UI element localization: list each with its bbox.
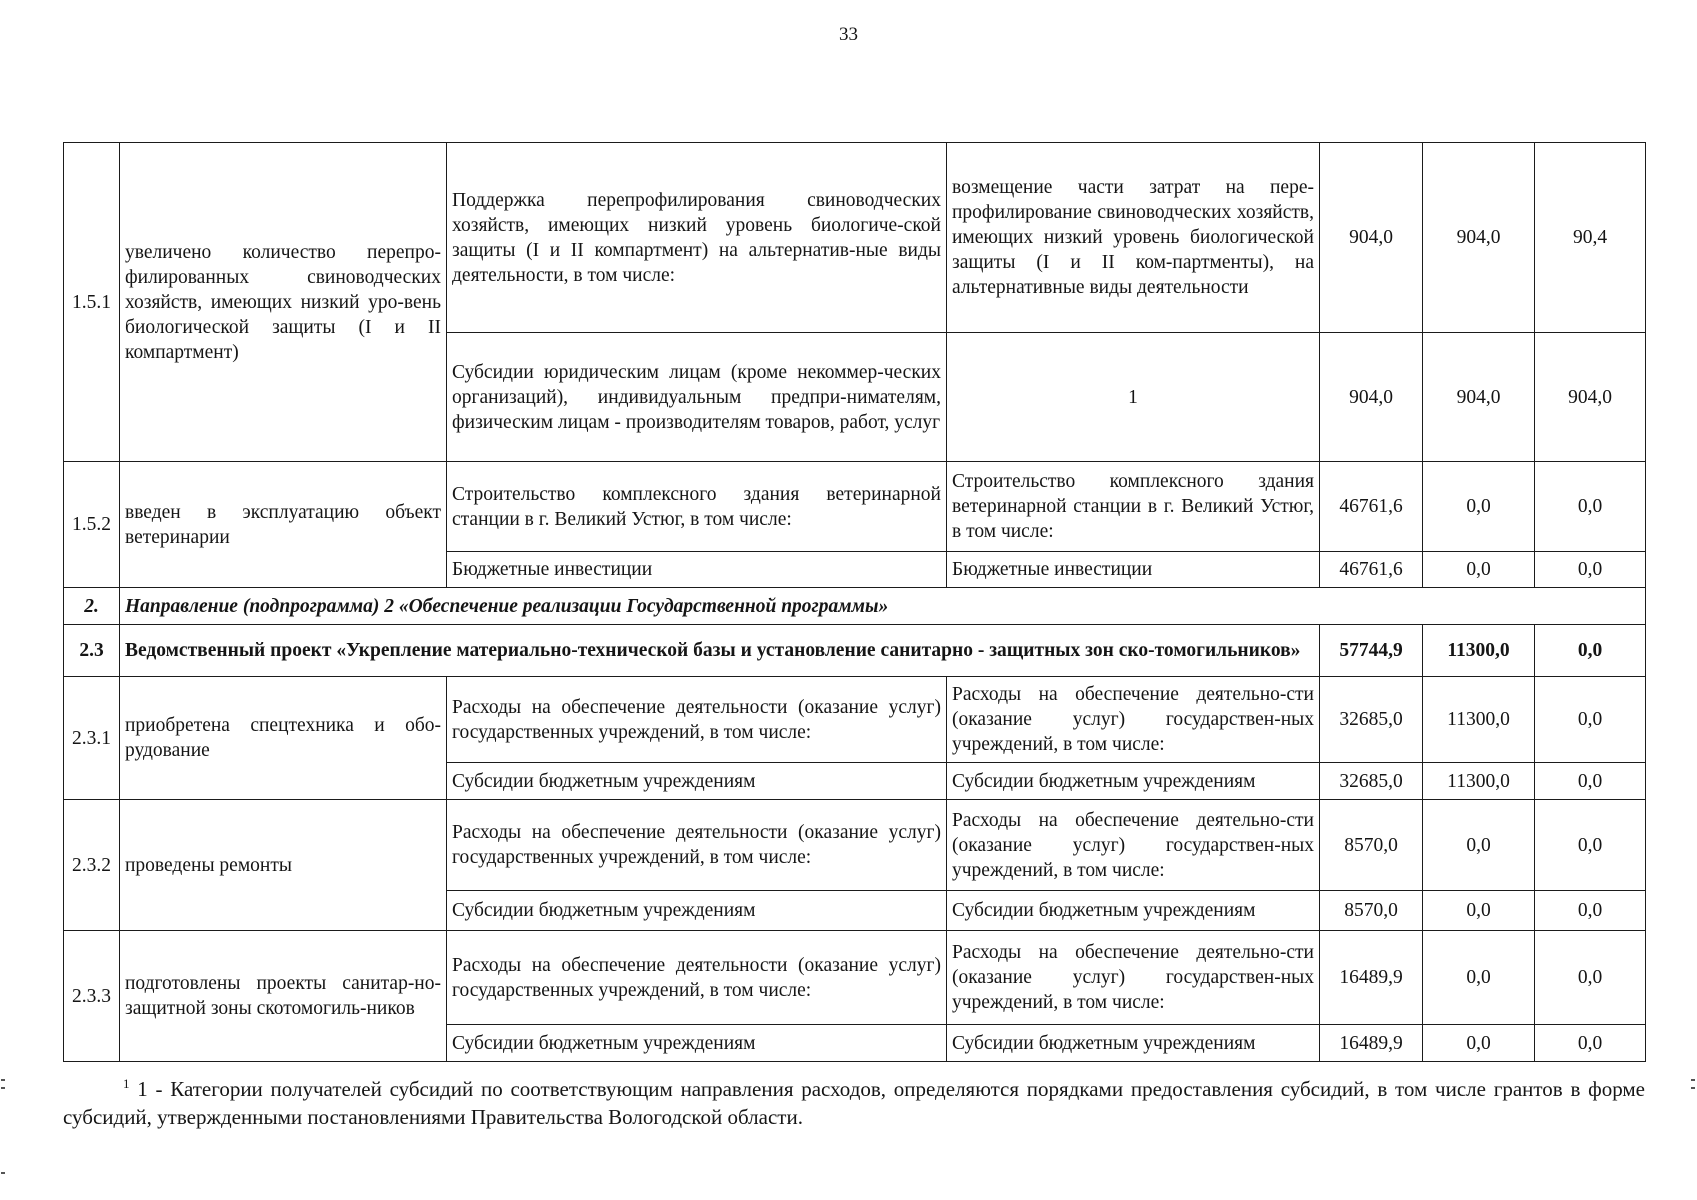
value-cell: 11300,0 (1423, 763, 1535, 800)
footnote (63, 1075, 1645, 1131)
value-cell: 0,0 (1535, 931, 1646, 1025)
measure-cell: Бюджетные инвестиции (447, 552, 947, 588)
scan-margin-mark (1, 1172, 5, 1174)
project-title: Ведомственный проект «Укрепление материально-технической базы и установление санитарно - защитных зон ско-томогильников» (120, 625, 1320, 677)
direction-cell: Субсидии бюджетным учреждениям (947, 891, 1320, 931)
value-cell: 46761,6 (1320, 552, 1423, 588)
table-row (64, 462, 1646, 552)
value-cell: 0,0 (1535, 800, 1646, 891)
result-cell: проведены ремонты (120, 800, 447, 931)
measure-cell: Расходы на обеспечение деятельности (оказание услуг) государственных учреждений, в том числе: (447, 677, 947, 763)
footnote-text: 1 - Категории получателей субсидий по соответствующим направления расходов, определяются порядками предоставления субсидий, в том числе грантов в форме субсидий, утвержденными постановлениями Правительства Вологодской области. (63, 1077, 1645, 1129)
value-cell: 46761,6 (1320, 462, 1423, 552)
direction-cell: Расходы на обеспечение деятельно-сти (оказание услуг) государствен-ных учреждений, в том числе: (947, 800, 1320, 891)
value-cell: 0,0 (1423, 462, 1535, 552)
measure-cell: Субсидии бюджетным учреждениям (447, 891, 947, 931)
value-cell: 0,0 (1535, 552, 1646, 588)
value-cell: 0,0 (1423, 552, 1535, 588)
result-cell: приобретена спецтехника и обо-рудование (120, 677, 447, 800)
measure-cell: Субсидии бюджетным учреждениям (447, 1025, 947, 1062)
value-cell: 904,0 (1320, 333, 1423, 462)
value-cell: 0,0 (1535, 891, 1646, 931)
direction-cell: Субсидии бюджетным учреждениям (947, 1025, 1320, 1062)
measure-cell: Расходы на обеспечение деятельности (оказание услуг) государственных учреждений, в том числе: (447, 800, 947, 891)
row-number: 2.3.1 (64, 677, 120, 800)
scan-margin-mark (1, 1079, 5, 1081)
value-cell: 32685,0 (1320, 763, 1423, 800)
section-row (64, 588, 1646, 625)
value-cell: 16489,9 (1320, 931, 1423, 1025)
result-cell: увеличено количество перепро-филированных свиноводческих хозяйств, имеющих низкий уро-вень биологической защиты (I и II компартмент) (120, 143, 447, 462)
measure-cell: Строительство комплексного здания ветеринарной станции в г. Великий Устюг, в том числе: (447, 462, 947, 552)
value-cell: 904,0 (1423, 143, 1535, 333)
section-title: Направление (подпрограмма) 2 «Обеспечение реализации Государственной программы» (120, 588, 1646, 625)
direction-cell: 1 (947, 333, 1320, 462)
section-number: 2. (64, 588, 120, 625)
value-cell: 11300,0 (1423, 677, 1535, 763)
measure-cell: Поддержка перепрофилирования свиноводческих хозяйств, имеющих низкий уровень биологиче-ской защиты (I и II компартмент) на альтернатив-ные виды деятельности, в том числе: (447, 143, 947, 333)
measure-cell: Субсидии юридическим лицам (кроме некоммер-ческих организаций), индивидуальным предпри-нимателям, физическим лицам - производителям товаров, работ, услуг (447, 333, 947, 462)
row-number: 2.3.2 (64, 800, 120, 931)
table-row (64, 931, 1646, 1025)
value-cell: 0,0 (1423, 891, 1535, 931)
value-cell: 8570,0 (1320, 800, 1423, 891)
value-cell: 32685,0 (1320, 677, 1423, 763)
value-cell: 904,0 (1320, 143, 1423, 333)
value-cell: 904,0 (1423, 333, 1535, 462)
row-number: 1.5.2 (64, 462, 120, 588)
direction-cell: Строительство комплексного здания ветеринарной станции в г. Великий Устюг, в том числе: (947, 462, 1320, 552)
result-cell: подготовлены проекты санитар-но-защитной зоны скотомогиль-ников (120, 931, 447, 1062)
value-cell: 0,0 (1535, 1025, 1646, 1062)
table-row (64, 800, 1646, 891)
direction-cell: возмещение части затрат на пере-профилирование свиноводческих хозяйств, имеющих низкий уровень биологической защиты (I и II ком-партменты), на альтернативные виды деятельности (947, 143, 1320, 333)
row-number: 2.3.3 (64, 931, 120, 1062)
measure-cell: Субсидии бюджетным учреждениям (447, 763, 947, 800)
value-cell: 0,0 (1535, 462, 1646, 552)
direction-cell: Субсидии бюджетным учреждениям (947, 763, 1320, 800)
value-cell: 0,0 (1535, 625, 1646, 677)
value-cell: 0,0 (1535, 763, 1646, 800)
row-number: 1.5.1 (64, 143, 120, 462)
value-cell: 0,0 (1423, 1025, 1535, 1062)
result-cell: введен в эксплуатацию объект ветеринарии (120, 462, 447, 588)
measure-cell: Расходы на обеспечение деятельности (оказание услуг) государственных учреждений, в том числе: (447, 931, 947, 1025)
scan-margin-mark (1691, 1087, 1695, 1089)
value-cell: 90,4 (1535, 143, 1646, 333)
scan-margin-mark (1691, 1079, 1695, 1081)
value-cell: 57744,9 (1320, 625, 1423, 677)
value-cell: 11300,0 (1423, 625, 1535, 677)
page-number: 33 (839, 24, 858, 45)
value-cell: 0,0 (1423, 800, 1535, 891)
direction-cell: Бюджетные инвестиции (947, 552, 1320, 588)
budget-table (63, 142, 1646, 1062)
project-number: 2.3 (64, 625, 120, 677)
footnote-marker: 1 (123, 1076, 130, 1091)
table-row (64, 143, 1646, 333)
table-row (64, 677, 1646, 763)
value-cell: 0,0 (1423, 931, 1535, 1025)
value-cell: 16489,9 (1320, 1025, 1423, 1062)
project-row (64, 625, 1646, 677)
direction-cell: Расходы на обеспечение деятельно-сти (оказание услуг) государствен-ных учреждений, в том числе: (947, 677, 1320, 763)
value-cell: 0,0 (1535, 677, 1646, 763)
value-cell: 904,0 (1535, 333, 1646, 462)
direction-cell: Расходы на обеспечение деятельно-сти (оказание услуг) государствен-ных учреждений, в том числе: (947, 931, 1320, 1025)
value-cell: 8570,0 (1320, 891, 1423, 931)
scan-margin-mark (1, 1087, 5, 1089)
